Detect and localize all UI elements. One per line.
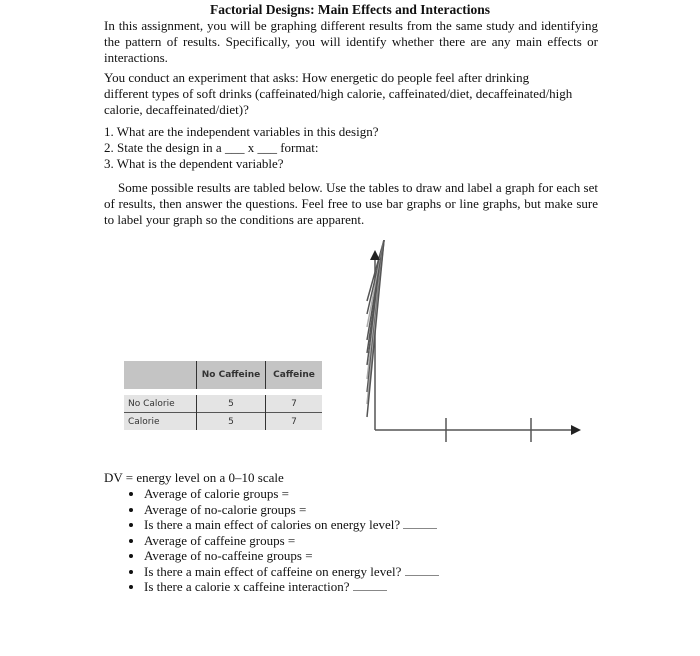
scenario-paragraph: You conduct an experiment that asks: How energetic do people feel after drinking different types of soft drinks (caffeinated/high calorie, caffeinated/diet, decaffeinated/high calorie, decaffeinated/diet)? <box>104 70 573 117</box>
cell: 7 <box>266 413 323 431</box>
intro-paragraph: In this assignment, you will be graphing different results from the same study and identifying the pattern of results. Specifically, you will identify whether there are any main effects or interactions. <box>104 18 598 65</box>
answer-blank[interactable] <box>403 528 437 529</box>
table-header: No Caffeine <box>197 361 266 389</box>
instructions-paragraph: Some possible results are tabled below. Use the tables to draw and label a graph for each set of results, then answer the questions. Feel free to use bar graphs or line graphs, but make sure to label your graph so the conditions are apparent. <box>104 180 598 227</box>
answer-blank[interactable] <box>405 575 439 576</box>
question-2: 2. State the design in a ___ x ___ format: <box>104 140 319 155</box>
results-table <box>124 361 322 430</box>
table-header-corner <box>124 361 197 389</box>
bullet-item: • Is there a main effect of caffeine on energy level? <box>144 564 524 580</box>
question-3: 3. What is the dependent variable? <box>104 156 284 171</box>
row-label: Calorie <box>124 413 197 431</box>
blank-graph-axes <box>360 240 610 445</box>
bullet-item: • Is there a main effect of calories on energy level? <box>144 517 524 533</box>
cell: 5 <box>197 395 266 413</box>
y-arrow-icon <box>370 250 380 260</box>
bullet-item: • Average of no-calorie groups = <box>144 502 524 518</box>
question-1: 1. What are the independent variables in this design? <box>104 124 379 139</box>
dv-label: DV = energy level on a 0–10 scale <box>104 470 284 485</box>
row-label: No Calorie <box>124 395 197 413</box>
cell: 7 <box>266 395 323 413</box>
page-title: Factorial Designs: Main Effects and Interactions <box>209 2 491 17</box>
dv-section <box>104 470 524 595</box>
table-header: Caffeine <box>266 361 323 389</box>
bullet-item: • Average of caffeine groups = <box>144 533 524 549</box>
bullet-item: • Average of no-caffeine groups = <box>144 548 524 564</box>
x-arrow-icon <box>571 425 581 435</box>
bullet-item: • Average of calorie groups = <box>144 486 524 502</box>
question-list <box>104 124 504 172</box>
table-row <box>124 413 322 431</box>
table-row <box>124 395 322 413</box>
answer-blank[interactable] <box>353 590 387 591</box>
cell: 5 <box>197 413 266 431</box>
bullet-item: • Is there a calorie x caffeine interaction? <box>144 579 524 595</box>
